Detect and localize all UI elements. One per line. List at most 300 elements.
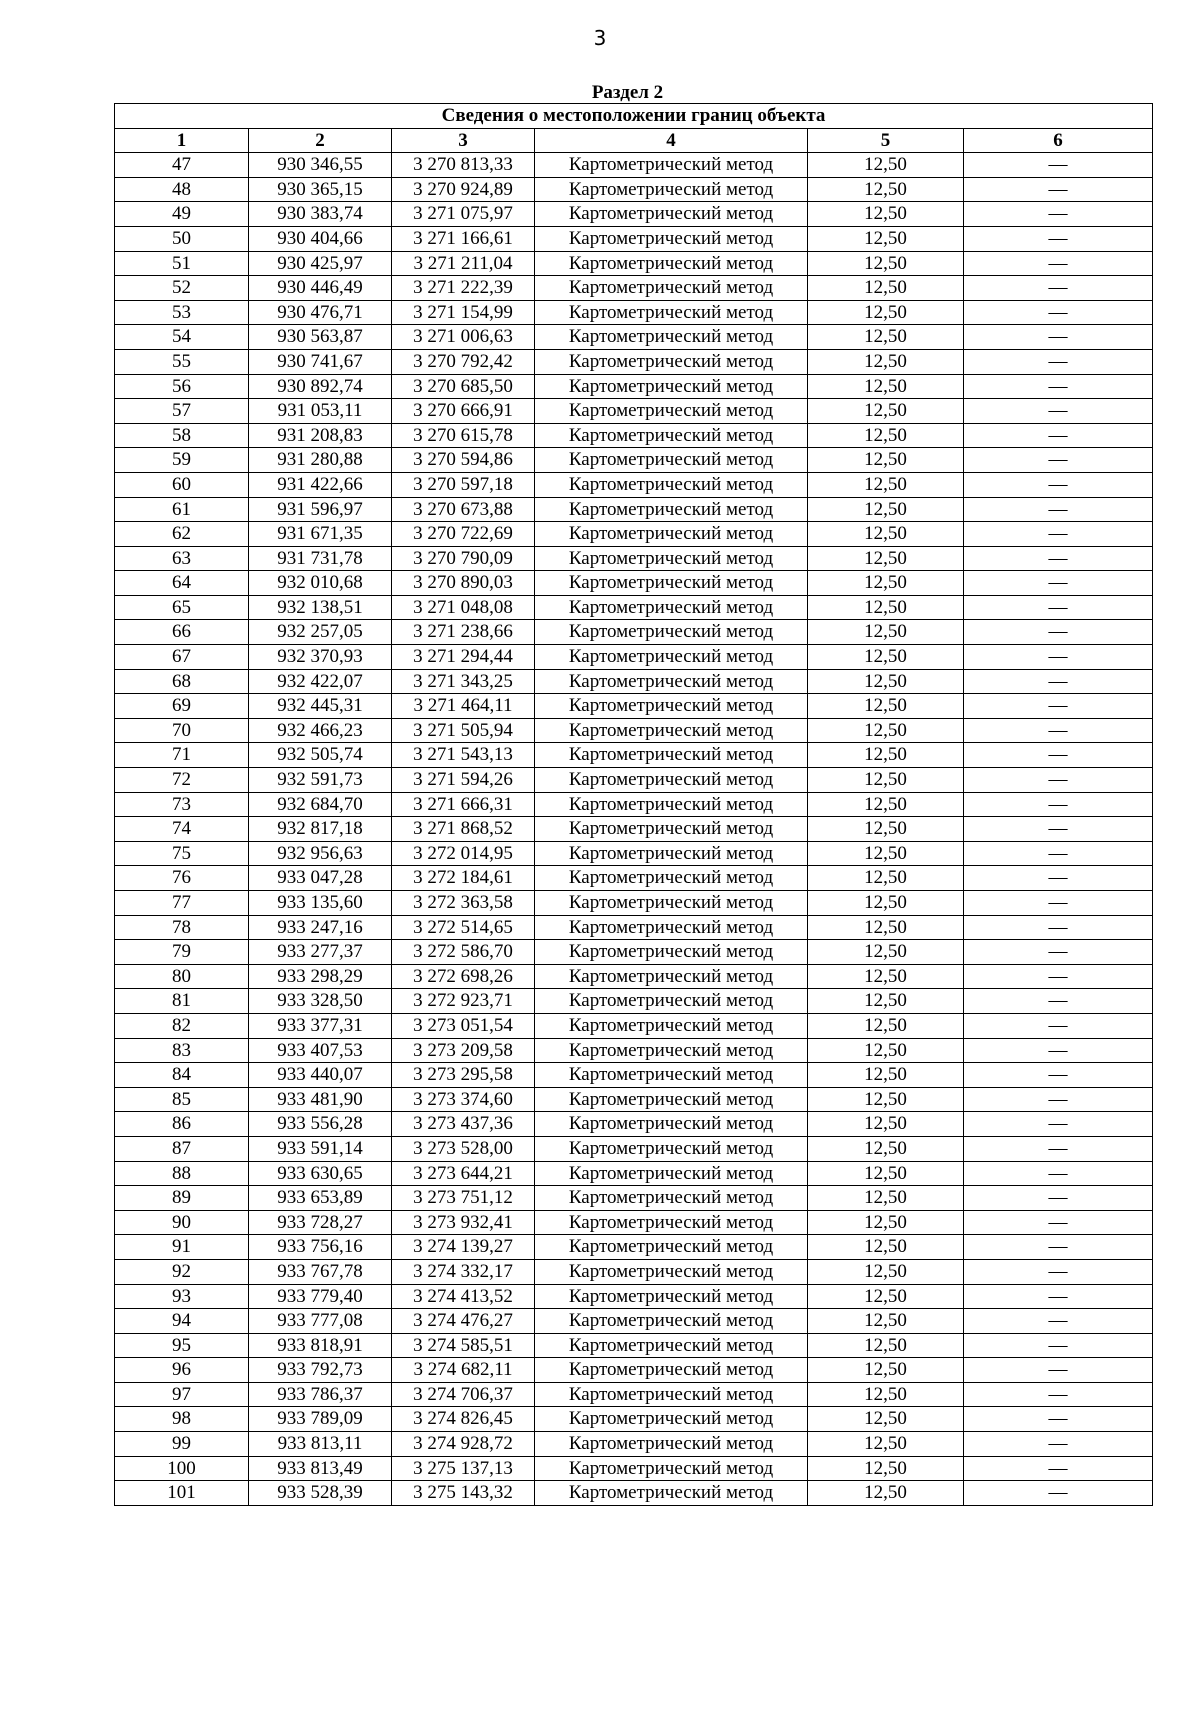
accuracy-cell: 12,50 bbox=[808, 866, 964, 891]
table-row bbox=[115, 325, 1153, 350]
method-cell: Картометрический метод bbox=[535, 768, 808, 793]
x-coordinate-cell: 933 813,11 bbox=[249, 1432, 392, 1457]
y-coordinate-cell: 3 270 924,89 bbox=[392, 177, 535, 202]
y-coordinate-cell: 3 271 294,44 bbox=[392, 645, 535, 670]
table-row bbox=[115, 1333, 1153, 1358]
y-coordinate-cell: 3 271 505,94 bbox=[392, 718, 535, 743]
y-coordinate-cell: 3 274 413,52 bbox=[392, 1284, 535, 1309]
description-cell: — bbox=[964, 1481, 1153, 1506]
method-cell: Картометрический метод bbox=[535, 546, 808, 571]
accuracy-cell: 12,50 bbox=[808, 817, 964, 842]
y-coordinate-cell: 3 271 868,52 bbox=[392, 817, 535, 842]
description-cell: — bbox=[964, 743, 1153, 768]
accuracy-cell: 12,50 bbox=[808, 1333, 964, 1358]
accuracy-cell: 12,50 bbox=[808, 177, 964, 202]
table-row bbox=[115, 1161, 1153, 1186]
point-number-cell: 98 bbox=[115, 1407, 249, 1432]
y-coordinate-cell: 3 271 154,99 bbox=[392, 300, 535, 325]
y-coordinate-cell: 3 270 666,91 bbox=[392, 399, 535, 424]
method-cell: Картометрический метод bbox=[535, 1382, 808, 1407]
method-cell: Картометрический метод bbox=[535, 940, 808, 965]
x-coordinate-cell: 932 010,68 bbox=[249, 571, 392, 596]
point-number-cell: 65 bbox=[115, 595, 249, 620]
table-row bbox=[115, 1456, 1153, 1481]
point-number-cell: 101 bbox=[115, 1481, 249, 1506]
table-row bbox=[115, 1407, 1153, 1432]
table-row bbox=[115, 1087, 1153, 1112]
method-cell: Картометрический метод bbox=[535, 743, 808, 768]
x-coordinate-cell: 933 756,16 bbox=[249, 1235, 392, 1260]
description-cell: — bbox=[964, 915, 1153, 940]
description-cell: — bbox=[964, 1382, 1153, 1407]
method-cell: Картометрический метод bbox=[535, 718, 808, 743]
table-row bbox=[115, 964, 1153, 989]
table-row bbox=[115, 620, 1153, 645]
description-cell: — bbox=[964, 669, 1153, 694]
y-coordinate-cell: 3 271 343,25 bbox=[392, 669, 535, 694]
method-cell: Картометрический метод bbox=[535, 153, 808, 178]
method-cell: Картометрический метод bbox=[535, 177, 808, 202]
x-coordinate-cell: 933 556,28 bbox=[249, 1112, 392, 1137]
table-row bbox=[115, 1063, 1153, 1088]
accuracy-cell: 12,50 bbox=[808, 546, 964, 571]
accuracy-cell: 12,50 bbox=[808, 1087, 964, 1112]
x-coordinate-cell: 933 818,91 bbox=[249, 1333, 392, 1358]
method-cell: Картометрический метод bbox=[535, 792, 808, 817]
accuracy-cell: 12,50 bbox=[808, 1210, 964, 1235]
description-cell: — bbox=[964, 177, 1153, 202]
table-row bbox=[115, 226, 1153, 251]
accuracy-cell: 12,50 bbox=[808, 1038, 964, 1063]
point-number-cell: 74 bbox=[115, 817, 249, 842]
method-cell: Картометрический метод bbox=[535, 1136, 808, 1161]
y-coordinate-cell: 3 272 184,61 bbox=[392, 866, 535, 891]
x-coordinate-cell: 933 277,37 bbox=[249, 940, 392, 965]
point-number-cell: 73 bbox=[115, 792, 249, 817]
accuracy-cell: 12,50 bbox=[808, 1309, 964, 1334]
description-cell: — bbox=[964, 546, 1153, 571]
point-number-cell: 97 bbox=[115, 1382, 249, 1407]
description-cell: — bbox=[964, 226, 1153, 251]
method-cell: Картометрический метод bbox=[535, 571, 808, 596]
x-coordinate-cell: 933 440,07 bbox=[249, 1063, 392, 1088]
accuracy-cell: 12,50 bbox=[808, 349, 964, 374]
method-cell: Картометрический метод bbox=[535, 841, 808, 866]
accuracy-cell: 12,50 bbox=[808, 1186, 964, 1211]
point-number-cell: 60 bbox=[115, 472, 249, 497]
method-cell: Картометрический метод bbox=[535, 1063, 808, 1088]
accuracy-cell: 12,50 bbox=[808, 1284, 964, 1309]
y-coordinate-cell: 3 271 211,04 bbox=[392, 251, 535, 276]
method-cell: Картометрический метод bbox=[535, 1235, 808, 1260]
table-row bbox=[115, 1481, 1153, 1506]
y-coordinate-cell: 3 272 014,95 bbox=[392, 841, 535, 866]
y-coordinate-cell: 3 274 706,37 bbox=[392, 1382, 535, 1407]
y-coordinate-cell: 3 270 673,88 bbox=[392, 497, 535, 522]
method-cell: Картометрический метод bbox=[535, 989, 808, 1014]
description-cell: — bbox=[964, 571, 1153, 596]
accuracy-cell: 12,50 bbox=[808, 989, 964, 1014]
y-coordinate-cell: 3 274 585,51 bbox=[392, 1333, 535, 1358]
description-cell: — bbox=[964, 1333, 1153, 1358]
description-cell: — bbox=[964, 817, 1153, 842]
x-coordinate-cell: 933 630,65 bbox=[249, 1161, 392, 1186]
point-number-cell: 83 bbox=[115, 1038, 249, 1063]
x-coordinate-cell: 933 777,08 bbox=[249, 1309, 392, 1334]
x-coordinate-cell: 930 476,71 bbox=[249, 300, 392, 325]
method-cell: Картометрический метод bbox=[535, 522, 808, 547]
point-number-cell: 96 bbox=[115, 1358, 249, 1383]
table-row bbox=[115, 1284, 1153, 1309]
description-cell: — bbox=[964, 792, 1153, 817]
table-row bbox=[115, 1382, 1153, 1407]
point-number-cell: 88 bbox=[115, 1161, 249, 1186]
accuracy-cell: 12,50 bbox=[808, 1235, 964, 1260]
description-cell: — bbox=[964, 595, 1153, 620]
accuracy-cell: 12,50 bbox=[808, 1136, 964, 1161]
x-coordinate-cell: 931 596,97 bbox=[249, 497, 392, 522]
y-coordinate-cell: 3 275 137,13 bbox=[392, 1456, 535, 1481]
point-number-cell: 99 bbox=[115, 1432, 249, 1457]
description-cell: — bbox=[964, 300, 1153, 325]
point-number-cell: 100 bbox=[115, 1456, 249, 1481]
description-cell: — bbox=[964, 645, 1153, 670]
point-number-cell: 77 bbox=[115, 891, 249, 916]
table-row bbox=[115, 1309, 1153, 1334]
description-cell: — bbox=[964, 1038, 1153, 1063]
table-row bbox=[115, 817, 1153, 842]
accuracy-cell: 12,50 bbox=[808, 472, 964, 497]
table-row bbox=[115, 1136, 1153, 1161]
y-coordinate-cell: 3 270 685,50 bbox=[392, 374, 535, 399]
x-coordinate-cell: 930 383,74 bbox=[249, 202, 392, 227]
y-coordinate-cell: 3 272 698,26 bbox=[392, 964, 535, 989]
y-coordinate-cell: 3 271 222,39 bbox=[392, 276, 535, 301]
x-coordinate-cell: 930 446,49 bbox=[249, 276, 392, 301]
column-header-5: 5 bbox=[808, 128, 964, 153]
method-cell: Картометрический метод bbox=[535, 423, 808, 448]
point-number-cell: 67 bbox=[115, 645, 249, 670]
point-number-cell: 81 bbox=[115, 989, 249, 1014]
y-coordinate-cell: 3 274 682,11 bbox=[392, 1358, 535, 1383]
description-cell: — bbox=[964, 866, 1153, 891]
method-cell: Картометрический метод bbox=[535, 226, 808, 251]
accuracy-cell: 12,50 bbox=[808, 1063, 964, 1088]
x-coordinate-cell: 933 407,53 bbox=[249, 1038, 392, 1063]
point-number-cell: 52 bbox=[115, 276, 249, 301]
table-row bbox=[115, 1210, 1153, 1235]
x-coordinate-cell: 931 053,11 bbox=[249, 399, 392, 424]
point-number-cell: 50 bbox=[115, 226, 249, 251]
accuracy-cell: 12,50 bbox=[808, 1432, 964, 1457]
description-cell: — bbox=[964, 620, 1153, 645]
point-number-cell: 48 bbox=[115, 177, 249, 202]
point-number-cell: 49 bbox=[115, 202, 249, 227]
accuracy-cell: 12,50 bbox=[808, 694, 964, 719]
boundary-coordinates-table bbox=[114, 103, 1153, 1506]
column-header-2: 2 bbox=[249, 128, 392, 153]
accuracy-cell: 12,50 bbox=[808, 768, 964, 793]
page-number: 3 bbox=[593, 26, 607, 50]
method-cell: Картометрический метод bbox=[535, 1210, 808, 1235]
accuracy-cell: 12,50 bbox=[808, 571, 964, 596]
x-coordinate-cell: 930 563,87 bbox=[249, 325, 392, 350]
point-number-cell: 87 bbox=[115, 1136, 249, 1161]
description-cell: — bbox=[964, 202, 1153, 227]
x-coordinate-cell: 932 422,07 bbox=[249, 669, 392, 694]
accuracy-cell: 12,50 bbox=[808, 423, 964, 448]
description-cell: — bbox=[964, 399, 1153, 424]
table-row bbox=[115, 1432, 1153, 1457]
table-title-row bbox=[115, 104, 1153, 129]
y-coordinate-cell: 3 271 666,31 bbox=[392, 792, 535, 817]
description-cell: — bbox=[964, 153, 1153, 178]
description-cell: — bbox=[964, 1358, 1153, 1383]
table-row bbox=[115, 153, 1153, 178]
accuracy-cell: 12,50 bbox=[808, 399, 964, 424]
x-coordinate-cell: 933 789,09 bbox=[249, 1407, 392, 1432]
description-cell: — bbox=[964, 1112, 1153, 1137]
description-cell: — bbox=[964, 1161, 1153, 1186]
x-coordinate-cell: 931 671,35 bbox=[249, 522, 392, 547]
column-header-4: 4 bbox=[535, 128, 808, 153]
y-coordinate-cell: 3 271 543,13 bbox=[392, 743, 535, 768]
accuracy-cell: 12,50 bbox=[808, 1358, 964, 1383]
y-coordinate-cell: 3 271 166,61 bbox=[392, 226, 535, 251]
y-coordinate-cell: 3 270 790,09 bbox=[392, 546, 535, 571]
method-cell: Картометрический метод bbox=[535, 1186, 808, 1211]
method-cell: Картометрический метод bbox=[535, 595, 808, 620]
point-number-cell: 93 bbox=[115, 1284, 249, 1309]
x-coordinate-cell: 933 377,31 bbox=[249, 1013, 392, 1038]
accuracy-cell: 12,50 bbox=[808, 374, 964, 399]
method-cell: Картометрический метод bbox=[535, 276, 808, 301]
table-row bbox=[115, 276, 1153, 301]
point-number-cell: 63 bbox=[115, 546, 249, 571]
table-row bbox=[115, 177, 1153, 202]
x-coordinate-cell: 933 728,27 bbox=[249, 1210, 392, 1235]
table-row bbox=[115, 448, 1153, 473]
description-cell: — bbox=[964, 472, 1153, 497]
accuracy-cell: 12,50 bbox=[808, 964, 964, 989]
description-cell: — bbox=[964, 522, 1153, 547]
point-number-cell: 47 bbox=[115, 153, 249, 178]
accuracy-cell: 12,50 bbox=[808, 915, 964, 940]
y-coordinate-cell: 3 271 006,63 bbox=[392, 325, 535, 350]
x-coordinate-cell: 931 280,88 bbox=[249, 448, 392, 473]
method-cell: Картометрический метод bbox=[535, 300, 808, 325]
method-cell: Картометрический метод bbox=[535, 1333, 808, 1358]
y-coordinate-cell: 3 273 051,54 bbox=[392, 1013, 535, 1038]
x-coordinate-cell: 932 138,51 bbox=[249, 595, 392, 620]
point-number-cell: 85 bbox=[115, 1087, 249, 1112]
method-cell: Картометрический метод bbox=[535, 1432, 808, 1457]
point-number-cell: 94 bbox=[115, 1309, 249, 1334]
method-cell: Картометрический метод bbox=[535, 1407, 808, 1432]
description-cell: — bbox=[964, 891, 1153, 916]
method-cell: Картометрический метод bbox=[535, 1481, 808, 1506]
column-header-6: 6 bbox=[964, 128, 1153, 153]
y-coordinate-cell: 3 271 238,66 bbox=[392, 620, 535, 645]
description-cell: — bbox=[964, 1456, 1153, 1481]
description-cell: — bbox=[964, 497, 1153, 522]
point-number-cell: 92 bbox=[115, 1259, 249, 1284]
y-coordinate-cell: 3 273 374,60 bbox=[392, 1087, 535, 1112]
table-row bbox=[115, 891, 1153, 916]
point-number-cell: 66 bbox=[115, 620, 249, 645]
x-coordinate-cell: 932 466,23 bbox=[249, 718, 392, 743]
y-coordinate-cell: 3 274 139,27 bbox=[392, 1235, 535, 1260]
point-number-cell: 78 bbox=[115, 915, 249, 940]
x-coordinate-cell: 931 731,78 bbox=[249, 546, 392, 571]
accuracy-cell: 12,50 bbox=[808, 448, 964, 473]
method-cell: Картометрический метод bbox=[535, 817, 808, 842]
description-cell: — bbox=[964, 276, 1153, 301]
x-coordinate-cell: 932 445,31 bbox=[249, 694, 392, 719]
x-coordinate-cell: 933 328,50 bbox=[249, 989, 392, 1014]
description-cell: — bbox=[964, 841, 1153, 866]
description-cell: — bbox=[964, 1063, 1153, 1088]
method-cell: Картометрический метод bbox=[535, 964, 808, 989]
table-row bbox=[115, 1186, 1153, 1211]
accuracy-cell: 12,50 bbox=[808, 1382, 964, 1407]
y-coordinate-cell: 3 270 597,18 bbox=[392, 472, 535, 497]
x-coordinate-cell: 932 817,18 bbox=[249, 817, 392, 842]
x-coordinate-cell: 933 792,73 bbox=[249, 1358, 392, 1383]
point-number-cell: 95 bbox=[115, 1333, 249, 1358]
x-coordinate-cell: 933 528,39 bbox=[249, 1481, 392, 1506]
table-row bbox=[115, 940, 1153, 965]
accuracy-cell: 12,50 bbox=[808, 1259, 964, 1284]
description-cell: — bbox=[964, 1284, 1153, 1309]
y-coordinate-cell: 3 271 594,26 bbox=[392, 768, 535, 793]
x-coordinate-cell: 930 741,67 bbox=[249, 349, 392, 374]
y-coordinate-cell: 3 274 332,17 bbox=[392, 1259, 535, 1284]
table-row bbox=[115, 374, 1153, 399]
accuracy-cell: 12,50 bbox=[808, 792, 964, 817]
method-cell: Картометрический метод bbox=[535, 891, 808, 916]
accuracy-cell: 12,50 bbox=[808, 940, 964, 965]
table-title: Сведения о местоположении границ объекта bbox=[115, 104, 1153, 129]
description-cell: — bbox=[964, 718, 1153, 743]
y-coordinate-cell: 3 272 363,58 bbox=[392, 891, 535, 916]
point-number-cell: 75 bbox=[115, 841, 249, 866]
table-row bbox=[115, 202, 1153, 227]
x-coordinate-cell: 933 767,78 bbox=[249, 1259, 392, 1284]
y-coordinate-cell: 3 272 923,71 bbox=[392, 989, 535, 1014]
y-coordinate-cell: 3 274 476,27 bbox=[392, 1309, 535, 1334]
y-coordinate-cell: 3 273 209,58 bbox=[392, 1038, 535, 1063]
description-cell: — bbox=[964, 694, 1153, 719]
table-row bbox=[115, 399, 1153, 424]
x-coordinate-cell: 933 481,90 bbox=[249, 1087, 392, 1112]
point-number-cell: 53 bbox=[115, 300, 249, 325]
point-number-cell: 90 bbox=[115, 1210, 249, 1235]
method-cell: Картометрический метод bbox=[535, 325, 808, 350]
method-cell: Картометрический метод bbox=[535, 472, 808, 497]
table-row bbox=[115, 743, 1153, 768]
table-row bbox=[115, 694, 1153, 719]
table-body bbox=[115, 153, 1153, 1506]
x-coordinate-cell: 930 346,55 bbox=[249, 153, 392, 178]
column-header-row bbox=[115, 128, 1153, 153]
table-row bbox=[115, 522, 1153, 547]
method-cell: Картометрический метод bbox=[535, 448, 808, 473]
accuracy-cell: 12,50 bbox=[808, 1481, 964, 1506]
method-cell: Картометрический метод bbox=[535, 1284, 808, 1309]
table-row bbox=[115, 1358, 1153, 1383]
method-cell: Картометрический метод bbox=[535, 399, 808, 424]
table-row bbox=[115, 915, 1153, 940]
table-row bbox=[115, 497, 1153, 522]
y-coordinate-cell: 3 270 722,69 bbox=[392, 522, 535, 547]
x-coordinate-cell: 933 786,37 bbox=[249, 1382, 392, 1407]
y-coordinate-cell: 3 270 792,42 bbox=[392, 349, 535, 374]
table-row bbox=[115, 546, 1153, 571]
method-cell: Картометрический метод bbox=[535, 251, 808, 276]
point-number-cell: 72 bbox=[115, 768, 249, 793]
description-cell: — bbox=[964, 448, 1153, 473]
method-cell: Картометрический метод bbox=[535, 866, 808, 891]
method-cell: Картометрический метод bbox=[535, 1259, 808, 1284]
accuracy-cell: 12,50 bbox=[808, 202, 964, 227]
point-number-cell: 69 bbox=[115, 694, 249, 719]
table-row bbox=[115, 300, 1153, 325]
table-row bbox=[115, 571, 1153, 596]
x-coordinate-cell: 932 684,70 bbox=[249, 792, 392, 817]
section-title: Раздел 2 bbox=[591, 82, 664, 103]
point-number-cell: 58 bbox=[115, 423, 249, 448]
point-number-cell: 70 bbox=[115, 718, 249, 743]
description-cell: — bbox=[964, 964, 1153, 989]
table-row bbox=[115, 1259, 1153, 1284]
table-row bbox=[115, 1235, 1153, 1260]
point-number-cell: 51 bbox=[115, 251, 249, 276]
y-coordinate-cell: 3 273 751,12 bbox=[392, 1186, 535, 1211]
x-coordinate-cell: 930 425,97 bbox=[249, 251, 392, 276]
table-row bbox=[115, 645, 1153, 670]
point-number-cell: 84 bbox=[115, 1063, 249, 1088]
method-cell: Картометрический метод bbox=[535, 645, 808, 670]
point-number-cell: 59 bbox=[115, 448, 249, 473]
method-cell: Картометрический метод bbox=[535, 694, 808, 719]
method-cell: Картометрический метод bbox=[535, 915, 808, 940]
accuracy-cell: 12,50 bbox=[808, 743, 964, 768]
accuracy-cell: 12,50 bbox=[808, 645, 964, 670]
accuracy-cell: 12,50 bbox=[808, 300, 964, 325]
table-row bbox=[115, 251, 1153, 276]
description-cell: — bbox=[964, 1186, 1153, 1211]
accuracy-cell: 12,50 bbox=[808, 497, 964, 522]
y-coordinate-cell: 3 271 464,11 bbox=[392, 694, 535, 719]
description-cell: — bbox=[964, 1013, 1153, 1038]
y-coordinate-cell: 3 272 514,65 bbox=[392, 915, 535, 940]
x-coordinate-cell: 933 047,28 bbox=[249, 866, 392, 891]
column-header-3: 3 bbox=[392, 128, 535, 153]
accuracy-cell: 12,50 bbox=[808, 595, 964, 620]
x-coordinate-cell: 932 591,73 bbox=[249, 768, 392, 793]
method-cell: Картометрический метод bbox=[535, 349, 808, 374]
x-coordinate-cell: 931 208,83 bbox=[249, 423, 392, 448]
point-number-cell: 89 bbox=[115, 1186, 249, 1211]
table-row bbox=[115, 866, 1153, 891]
description-cell: — bbox=[964, 940, 1153, 965]
accuracy-cell: 12,50 bbox=[808, 1161, 964, 1186]
description-cell: — bbox=[964, 1259, 1153, 1284]
x-coordinate-cell: 933 247,16 bbox=[249, 915, 392, 940]
description-cell: — bbox=[964, 251, 1153, 276]
y-coordinate-cell: 3 272 586,70 bbox=[392, 940, 535, 965]
